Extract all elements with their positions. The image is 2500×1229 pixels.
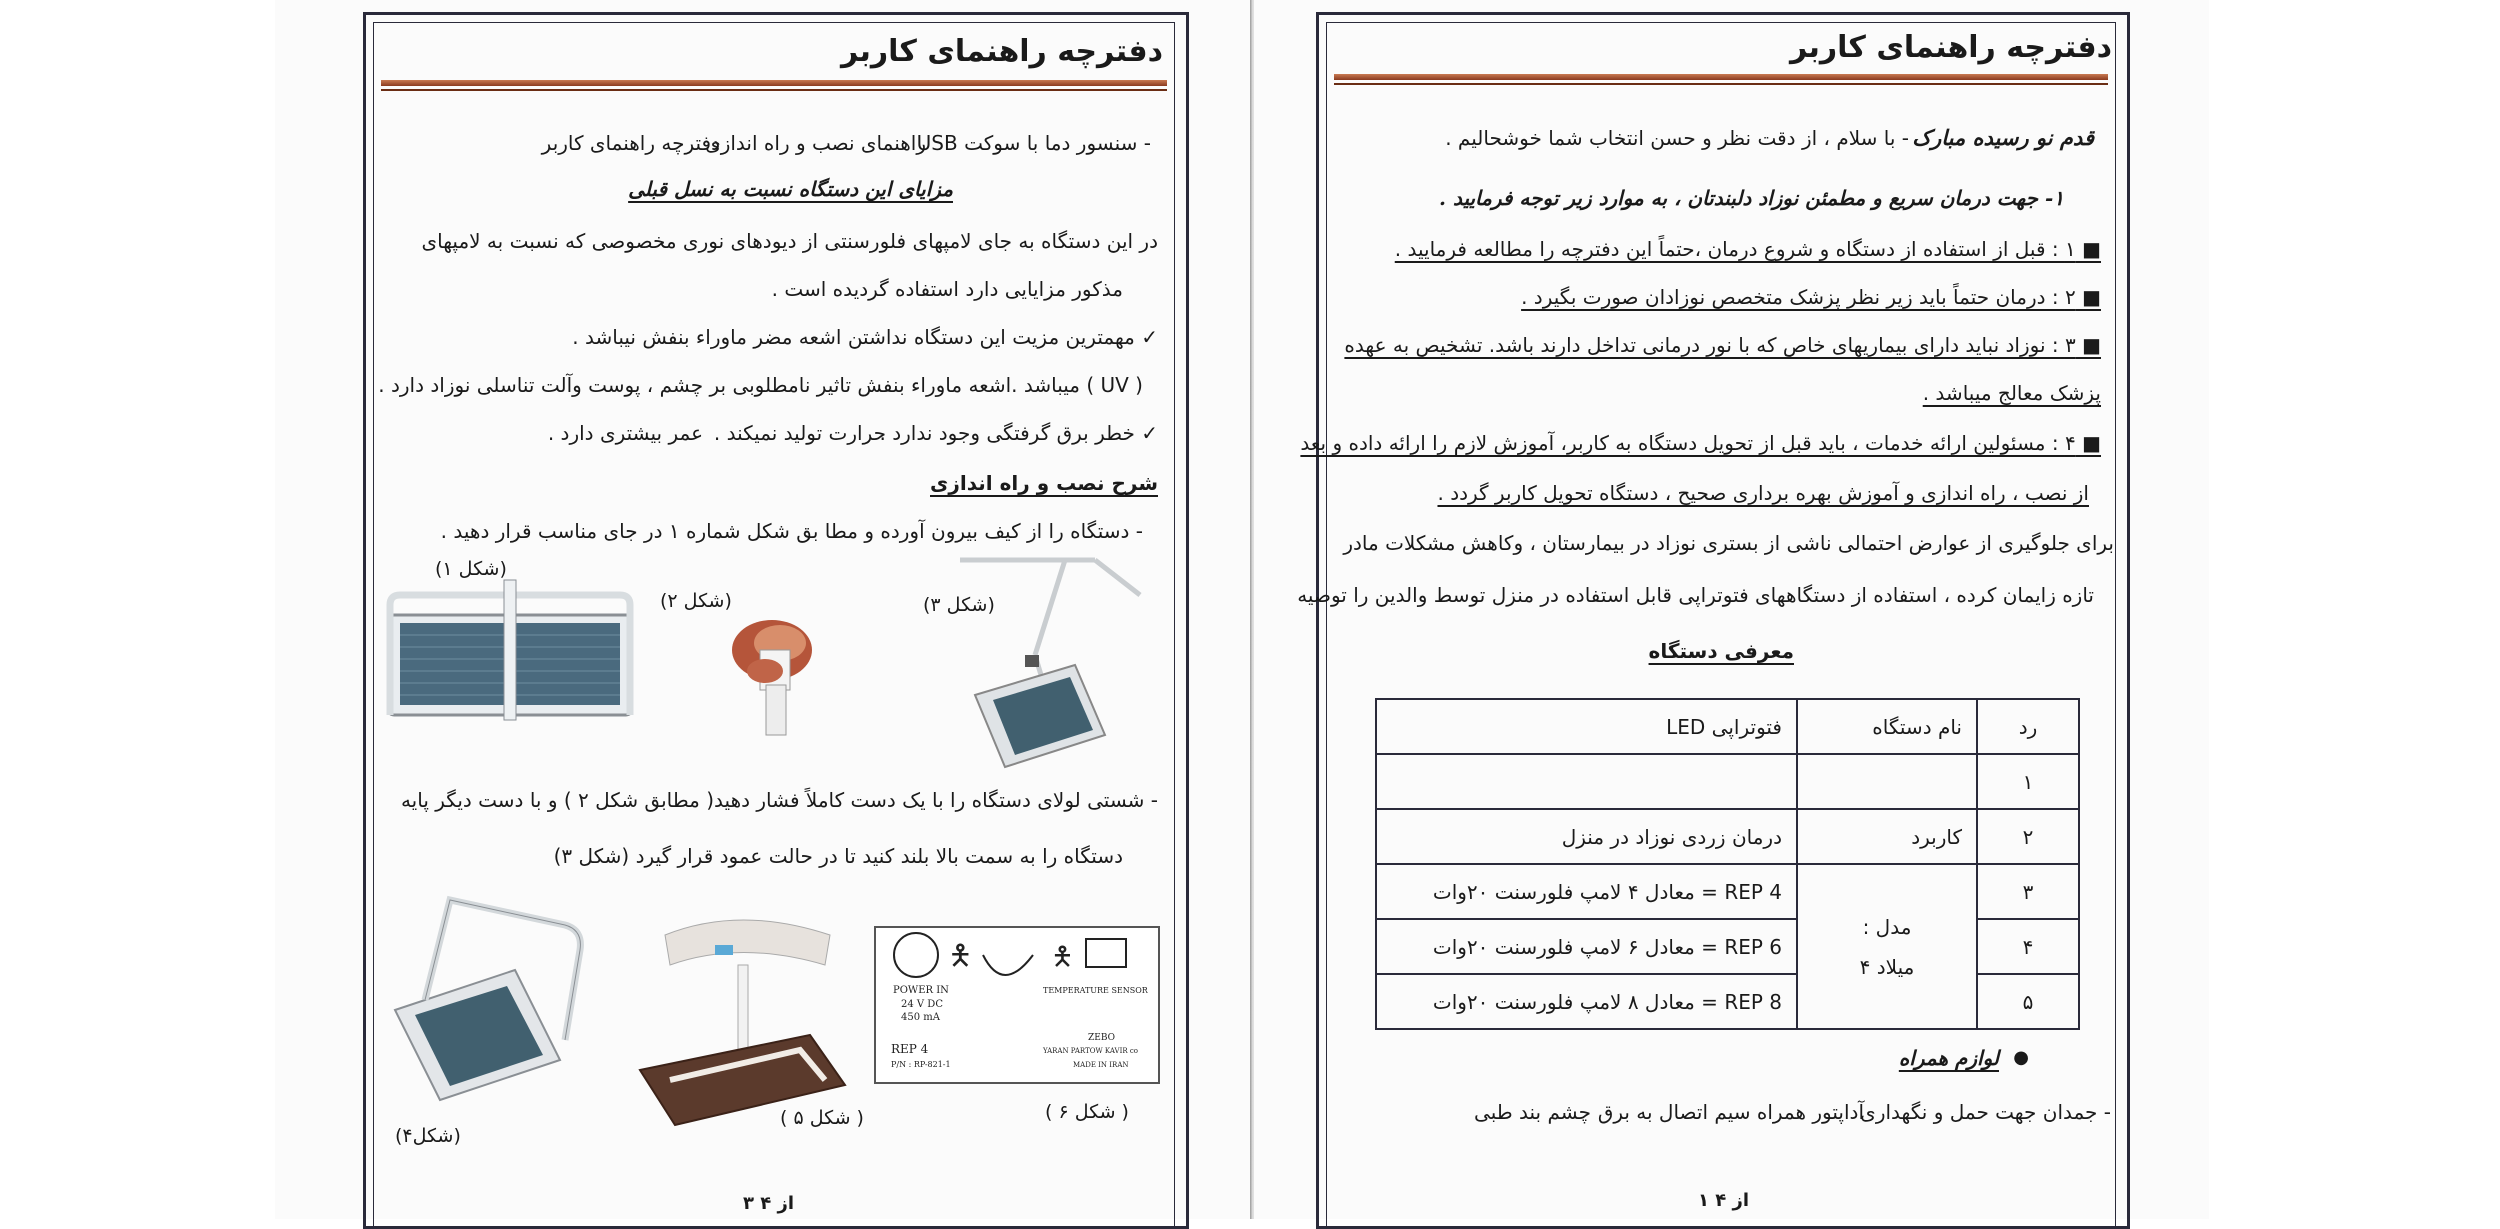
warning-person-glyph: 🯅 [948, 939, 973, 972]
figure-4-image [385, 890, 595, 1105]
figure-6-label-panel [873, 925, 1161, 1085]
table-cell: REP 6 = معادل ۶ لامپ فلورسنت ۲۰وات [1376, 919, 1797, 974]
table-cell [1376, 754, 1797, 809]
install-step-2a: - شستی لولای دستگاه را با یک دست کاملاً فشار دهید( مطابق شکل ۲ ) و با دست دیگر پایه [400, 788, 1158, 812]
table-cell: درمان زردی نوزاد در منزل [1376, 809, 1797, 864]
figure-5-image [630, 910, 855, 1130]
svg-text:🯅: 🯅 [1051, 942, 1074, 972]
table-cell: REP 4 = معادل ۴ لامپ فلورسنت ۲۰وات [1376, 864, 1797, 919]
table-cell-model [1797, 864, 1977, 1029]
label-model: REP 4 [891, 1042, 929, 1056]
table-cell: ۱ [1977, 754, 2079, 809]
figure-1-caption: (شکل ۱) [435, 558, 507, 580]
label-maker-3: MADE IN IRAN [1073, 1061, 1129, 1069]
device-spec-table [1375, 698, 2080, 1030]
paragraph-2: تازه زایمان کرده ، استفاده از دستگاههای فتوتراپی قابل استفاده در منزل توسط والدین را توصیه [1297, 583, 2094, 607]
table-cell [1797, 754, 1977, 809]
instruction-item-2: ■ ۲ : درمان حتماً باید زیر نظر پزشک متخصص نوزادان صورت بگیرد . [1521, 285, 2101, 309]
table-cell: کاربرد [1797, 809, 1977, 864]
advantage-bullet-1: ✓ مهمترین مزیت این دستگاه نداشتن اشعه مضر ماوراء بنفش نیباشد . [572, 325, 1158, 349]
table-cell: REP 8 = معادل ۸ لامپ فلورسنت ۲۰وات [1376, 974, 1797, 1029]
figure-1-image [380, 575, 640, 735]
table-cell: ۳ [1977, 864, 2079, 919]
page-header-title: دفترچه راهنمای کاربر [1789, 30, 2112, 65]
page-number: ۱ از ۴ [1698, 1190, 1750, 1211]
advantages-heading: مزایای این دستگاه نسبت به نسل قبلی [628, 177, 953, 201]
label-temp-sensor: TEMPERATURE SENSOR [1043, 986, 1148, 995]
table-cell: ۴ [1977, 919, 2079, 974]
header-bar-rule [1334, 83, 2108, 85]
accessory-item-3: چشم بند طبی [1474, 1100, 1591, 1124]
table-cell: نام دستگاه [1797, 699, 1977, 754]
table-row [1376, 754, 2079, 809]
install-heading: شرح نصب و راه اندازی [930, 471, 1158, 495]
instruction-item-3a: ■ ۳ : نوزاد نباید دارای بیماریهای خاص که با نور درمانی تداخل دارند باشد. تشخیص به عهده [1344, 333, 2101, 357]
table-cell: ۵ [1977, 974, 2079, 1029]
right-page [1253, 0, 2209, 1219]
page-header-title: دفترچه راهنمای کاربر [840, 34, 1163, 69]
header-bar [1334, 74, 2108, 80]
advantage-bullet-2a: ✓ خطر برق گرفتگی وجود ندارد . [879, 421, 1158, 445]
figure-5-caption: ( شکل ۵ ) [780, 1107, 864, 1129]
greeting-text: - با سلام ، از دقت نظر و حسن انتخاب شما خوشحالیم . [1445, 126, 1909, 150]
instruction-item-4a: ■ ۴ : مسئولین ارائه خدمات ، باید قبل از تحویل دستگاه به کاربر، آموزش لازم را ارائه داده و بعد [1300, 431, 2101, 455]
label-power-in: POWER IN [893, 985, 949, 996]
accessories-heading: لوازم همراه [1898, 1046, 1999, 1070]
advantage-bullet-2c: عمر بیشتری دارد . [547, 421, 703, 445]
table-row [1376, 809, 2079, 864]
intro-item-1: - سنسور دما با سوکت USB [916, 131, 1151, 155]
figure-3-image [955, 555, 1155, 770]
greeting-title: قدم نو رسیده مبارک [1912, 125, 2094, 150]
figure-3-caption: (شکل ۳) [923, 594, 995, 616]
accessory-item-1: - جمدان جهت حمل و نگهداری [1860, 1100, 2111, 1124]
table-row [1376, 699, 2079, 754]
instruction-item-1: ■ ۱ : قبل از استفاده از دستگاه و شروع درمان ،حتماً این دفترچه را مطالعه فرمایید . [1394, 237, 2101, 261]
advantage-bullet-2b: حرارت تولید نمیکند . [713, 421, 886, 445]
header-bar [381, 80, 1167, 86]
bullet-dot: ● [2013, 1047, 2029, 1068]
table-row [1376, 864, 2079, 919]
advantages-text-2: مذکور مزایایی دارد استفاده گردیده است . [771, 277, 1123, 301]
page-number: ۳ از ۴ [743, 1193, 795, 1214]
advantage-bullet-1b: ( UV ) میباشد .اشعه ماوراء بنفش تاثیر نامطلوبی بر چشم ، پوست وآلت تناسلی نوزاد دارد . [378, 373, 1143, 397]
instruction-item-4b: از نصب ، راه اندازی و آموزش بهره برداری صحیح ، دستگاه تحویل کاربر گردد . [1437, 481, 2089, 505]
figure-2-caption: (شکل ۲) [660, 590, 732, 612]
label-pn: P/N : RP-821-1 [891, 1060, 951, 1069]
table-cell: ۲ [1977, 809, 2079, 864]
install-step-2b: دستگاه را به سمت بالا بلند کنید تا در حالت عمود قرار گیرد (شکل ۳) [553, 844, 1123, 868]
table-cell: فتوتراپی LED [1376, 699, 1797, 754]
advantages-text-1: در این دستگاه به جای لامپهای فلورسنتی از دیودهای نوری مخصوصی که نسبت به لامپهای [421, 229, 1158, 253]
intro-item-2: راهنمای نصب و راه اندازی [705, 131, 926, 155]
figure-6-caption: ( شکل ۶ ) [1045, 1101, 1129, 1123]
header-bar-rule [381, 89, 1167, 91]
instructions-intro: ۱- جهت درمان سریع و مطمئن نوزاد دلبندتان ، به موارد زیر توجه فرمایید . [1439, 186, 2064, 210]
left-page [275, 0, 1256, 1219]
label-maker-2: YARAN PARTOW KAVIR co [1043, 1047, 1139, 1055]
model-label-1: مدل : [1862, 914, 1912, 939]
table-cell: رد [1977, 699, 2079, 754]
model-label-2: میلاد ۴ [1859, 954, 1915, 979]
accessory-item-2: آداپتور همراه سیم اتصال به برق [1597, 1100, 1864, 1124]
figure-4-caption: (شکل۴) [395, 1125, 461, 1147]
install-step-1: - دستگاه را از کیف بیرون آورده و مطا بق شکل شماره ۱ در جای مناسب قرار دهید . [440, 519, 1143, 543]
instruction-item-3b: پزشک معالج میباشد . [1922, 381, 2101, 405]
paragraph-1: برای جلوگیری از عوارض احتمالی ناشی از بستری نوزاد در بیمارستان ، وکاهش مشکلات مادر [1343, 531, 2114, 555]
intro-item-3: دفترچه راهنمای کاربر [541, 131, 720, 155]
figure-2-image [720, 605, 830, 745]
label-maker-1: ZEBO [1088, 1033, 1115, 1043]
label-voltage: 24 V DC [901, 999, 943, 1010]
label-current: 450 mA [901, 1012, 940, 1023]
device-heading: معرفی دستگاه [1648, 639, 1794, 663]
